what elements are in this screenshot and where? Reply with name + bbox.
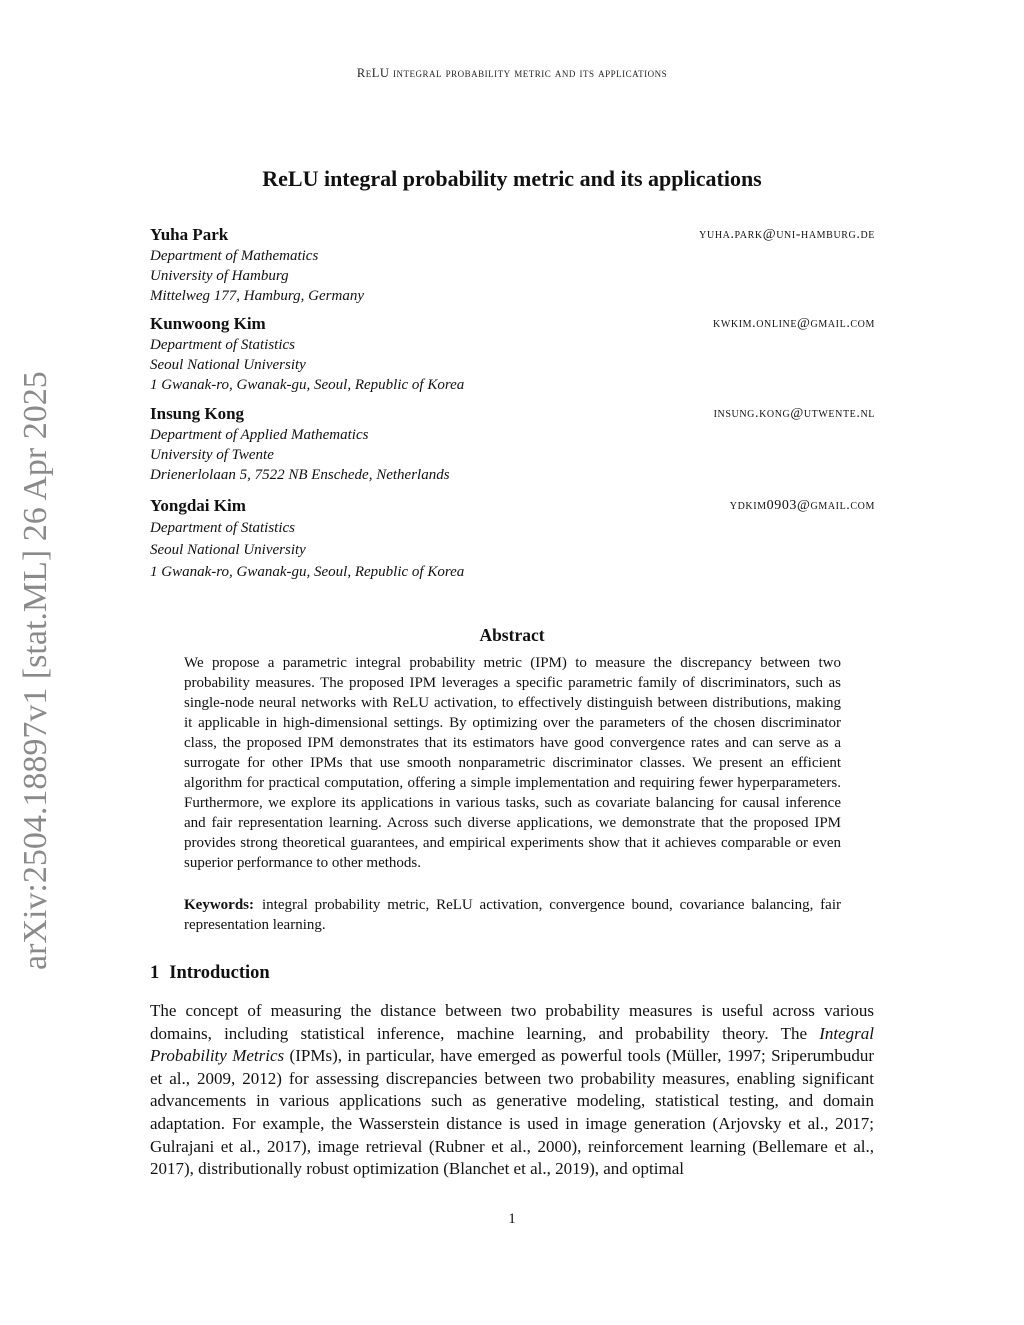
keywords-list: integral probability metric, ReLU activation, convergence bound, covariance balancing, fair representation learning. bbox=[184, 897, 841, 933]
keywords-label: Keywords: bbox=[184, 897, 254, 913]
keywords bbox=[184, 895, 841, 935]
author-block bbox=[150, 495, 875, 583]
paper-title: ReLU integral probability metric and its applications bbox=[262, 166, 762, 191]
author-name: Insung Kong bbox=[150, 404, 245, 423]
author-address: 1 Gwanak-ro, Gwanak-gu, Seoul, Republic of Korea bbox=[150, 377, 465, 393]
author-department: Department of Mathematics bbox=[150, 248, 319, 264]
author-address: Drienerlolaan 5, 7522 NB Enschede, Netherlands bbox=[150, 467, 450, 483]
author-email[interactable]: yuha.park@uni-hamburg.de bbox=[699, 227, 875, 242]
author-address: 1 Gwanak-ro, Gwanak-gu, Seoul, Republic of Korea bbox=[150, 564, 465, 580]
author-department: Department of Statistics bbox=[150, 520, 295, 536]
intro-text-start: The concept of measuring the distance between two probability measures is useful across various domains, including statistical inference, machine learning, and probability theory. The bbox=[150, 1001, 874, 1043]
author-address: Mittelweg 177, Hamburg, Germany bbox=[150, 288, 364, 304]
author-institution: Seoul National University bbox=[150, 542, 306, 558]
abstract-text: We propose a parametric integral probability metric (IPM) to measure the discrepancy between two probability measures. The proposed IPM leverages a specific parametric family of discriminators, such as single-node neural networks with ReLU activation, to effectively distinguish between distributions, making it applicable in high-dimensional settings. By optimizing over the parameters of the chosen discriminator class, the proposed IPM demonstrates that its estimators have good convergence rates and can serve as a surrogate for other IPMs that use smooth nonparametric discriminator classes. We present an efficient algorithm for practical computation, offering a simple implementation and requiring fewer hyperparameters. Furthermore, we explore its applications in various tasks, such as covariate balancing for causal inference and fair representation learning. Across such diverse applications, we demonstrate that the proposed IPM provides strong theoretical guarantees, and empirical experiments show that it achieves comparable or even superior performance to other methods. bbox=[184, 655, 841, 871]
intro-text-end: (IPMs), in particular, have emerged as powerful tools (Müller, 1997; Sriperumbudur et al., 2009, 2012) for assessing discrepancies between two probability measures, enabling significant advancements in various applications such as generative modeling, statistical testing, and domain adaptation. For example, the Wasserstein distance is used in image generation (Arjovsky et al., 2017; Gulrajani et al., 2017), image retrieval (Rubner et al., 2000), reinforcement learning (Bellemare et al., 2017), distributionally robust optimization (Blanchet et al., 2019), and optimal bbox=[150, 1046, 874, 1179]
author-institution: University of Hamburg bbox=[150, 268, 289, 284]
section-title: Introduction bbox=[169, 963, 270, 983]
author-email[interactable]: kwkim.online@gmail.com bbox=[713, 316, 875, 331]
author-name: Yongdai Kim bbox=[150, 496, 246, 515]
intro-emphasis: Integral Probability Metrics bbox=[150, 1023, 874, 1066]
section-heading bbox=[150, 963, 270, 984]
abstract-heading: Abstract bbox=[479, 625, 545, 645]
arxiv-stamp[interactable]: arXiv:2504.18897v1 [stat.ML] 26 Apr 2025 bbox=[17, 371, 54, 970]
author-block bbox=[150, 403, 875, 485]
author-name: Kunwoong Kim bbox=[150, 314, 266, 333]
section-number: 1 bbox=[150, 963, 160, 983]
page-number: 1 bbox=[508, 1211, 516, 1227]
author-department: Department of Applied Mathematics bbox=[150, 427, 369, 443]
author-name: Yuha Park bbox=[150, 225, 229, 244]
author-block bbox=[150, 313, 875, 395]
author-email[interactable]: insung.kong@utwente.nl bbox=[713, 406, 875, 421]
author-institution: University of Twente bbox=[150, 447, 274, 463]
introduction-paragraph bbox=[150, 1000, 874, 1181]
author-email[interactable]: ydkim0903@gmail.com bbox=[729, 498, 875, 513]
author-block bbox=[150, 224, 875, 306]
author-department: Department of Statistics bbox=[150, 337, 295, 353]
author-institution: Seoul National University bbox=[150, 357, 306, 373]
running-head: ReLU integral probability metric and its applications bbox=[356, 66, 668, 80]
